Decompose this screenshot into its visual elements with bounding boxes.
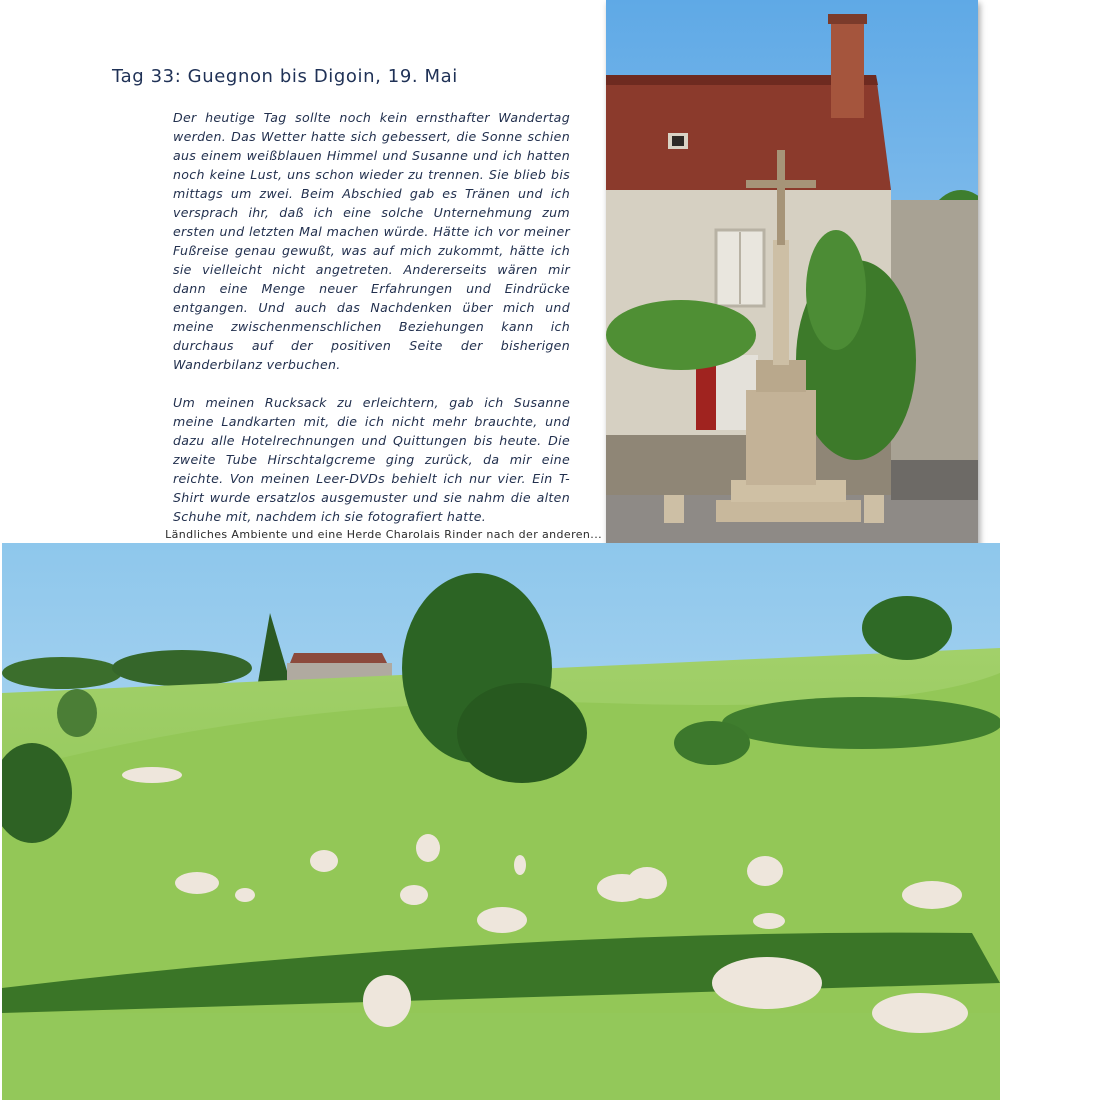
pasture-cattle-photo	[2, 543, 1000, 1100]
paragraph-2: Um meinen Rucksack zu erleichtern, gab ich Susanne meine Landkarten mit, die ich nicht mehr brauchte, und dazu alle Hotelrechnungen und Quittungen bis heute. Die zweite Tube Hirschtalgcreme ging zurück, da mir eine reichte. Von meinen Leer-DVDs behielt ich nur vier. Ein T-Shirt wurde ersatzlos ausgemuster und sie nahm die alten Schuhe mit, nachdem ich sie fotografiert hatte.	[173, 395, 570, 524]
page-heading: Tag 33: Guegnon bis Digoin, 19. Mai	[112, 66, 458, 87]
village-cross-photo	[606, 0, 978, 557]
article-text	[173, 108, 570, 545]
paragraph-1: Der heutige Tag sollte noch kein ernsthafter Wandertag werden. Das Wetter hatte sich gebessert, die Sonne schien aus einem weißblauen Himmel und Susanne und ich hatten noch keine Lust, uns schon wieder zu trennen. Sie blieb bis mittags um zwei. Beim Abschied gab es Tränen und ich versprach ihr, daß ich eine solche Unternehmung zum ersten und letzten Mal machen würde. Hätte ich vor meiner Fußreise genau gewußt, was auf mich zukommt, hätte ich sie vielleicht nicht angetreten. Andererseits wären mir dann eine Menge neuer Erfahrungen und Eindrücke entgangen. Und auch das Nachdenken über mich und meine zwischenmenschlichen Beziehungen kann ich durchaus auf der positiven Seite der bisherigen Wanderbilanz verbuchen.	[173, 110, 570, 372]
photo-caption: Ländliches Ambiente und eine Herde Charolais Rinder nach der anderen...	[165, 528, 602, 541]
